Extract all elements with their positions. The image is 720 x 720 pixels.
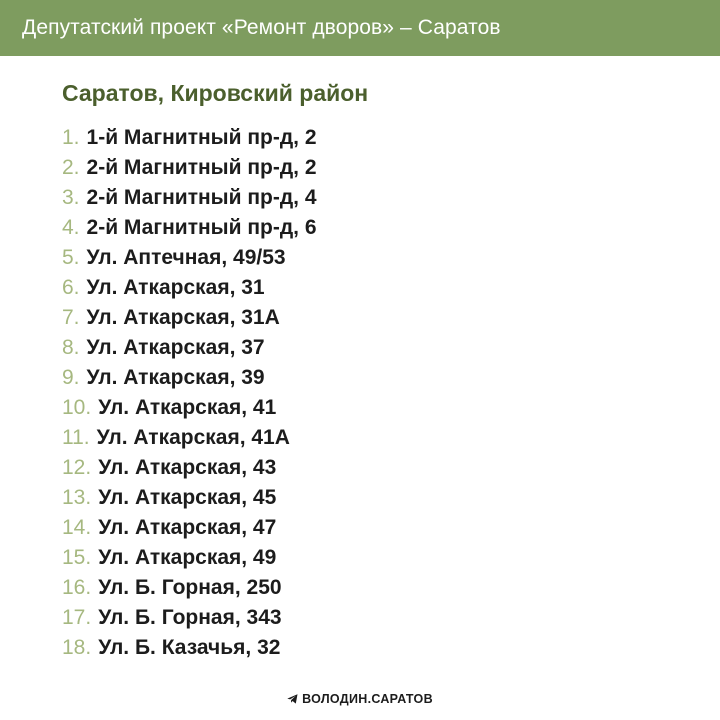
item-address: Ул. Аткарская, 31А bbox=[86, 306, 280, 329]
list-item bbox=[62, 183, 317, 213]
list-item bbox=[62, 363, 317, 393]
item-number: 1. bbox=[62, 126, 80, 149]
item-address: Ул. Аткарская, 39 bbox=[86, 366, 265, 389]
list-item bbox=[62, 483, 317, 513]
item-address: Ул. Аптечная, 49/53 bbox=[86, 246, 286, 269]
item-number: 10. bbox=[62, 396, 92, 419]
footer-brand bbox=[0, 692, 720, 706]
item-number: 14. bbox=[62, 516, 92, 539]
list-item bbox=[62, 573, 317, 603]
district-title: Саратов, Кировский район bbox=[62, 80, 369, 106]
item-address: 2-й Магнитный пр-д, 6 bbox=[86, 216, 317, 239]
item-address: Ул. Б. Горная, 343 bbox=[98, 606, 282, 629]
item-address: 2-й Магнитный пр-д, 2 bbox=[86, 156, 317, 179]
list-item bbox=[62, 423, 317, 453]
item-address: Ул. Аткарская, 37 bbox=[86, 336, 265, 359]
header-title: Депутатский проект «Ремонт дворов» – Саратов bbox=[22, 16, 501, 39]
footer-label: ВОЛОДИН.САРАТОВ bbox=[302, 692, 433, 706]
item-number: 8. bbox=[62, 336, 80, 359]
address-list bbox=[62, 123, 317, 663]
item-address: Ул. Б. Горная, 250 bbox=[98, 576, 282, 599]
item-number: 5. bbox=[62, 246, 80, 269]
item-address: Ул. Аткарская, 45 bbox=[98, 486, 277, 509]
item-address: Ул. Аткарская, 41 bbox=[98, 396, 277, 419]
list-item bbox=[62, 333, 317, 363]
item-address: Ул. Аткарская, 31 bbox=[86, 276, 265, 299]
list-item bbox=[62, 303, 317, 333]
list-item bbox=[62, 543, 317, 573]
list-item bbox=[62, 123, 317, 153]
item-number: 15. bbox=[62, 546, 92, 569]
item-address: Ул. Аткарская, 49 bbox=[98, 546, 277, 569]
list-item bbox=[62, 243, 317, 273]
list-item bbox=[62, 153, 317, 183]
item-address: Ул. Аткарская, 47 bbox=[98, 516, 277, 539]
item-address: 1-й Магнитный пр-д, 2 bbox=[86, 126, 317, 149]
item-number: 18. bbox=[62, 636, 92, 659]
item-number: 4. bbox=[62, 216, 80, 239]
item-number: 11. bbox=[62, 426, 90, 449]
list-item bbox=[62, 513, 317, 543]
item-number: 9. bbox=[62, 366, 80, 389]
item-address: 2-й Магнитный пр-д, 4 bbox=[86, 186, 317, 209]
item-number: 13. bbox=[62, 486, 92, 509]
list-item bbox=[62, 273, 317, 303]
item-address: Ул. Аткарская, 43 bbox=[98, 456, 277, 479]
item-number: 3. bbox=[62, 186, 80, 209]
item-number: 2. bbox=[62, 156, 80, 179]
item-number: 16. bbox=[62, 576, 92, 599]
item-address: Ул. Б. Казачья, 32 bbox=[98, 636, 281, 659]
header-bar bbox=[0, 0, 720, 56]
list-item bbox=[62, 603, 317, 633]
item-number: 17. bbox=[62, 606, 92, 629]
telegram-arrow-icon bbox=[287, 694, 298, 704]
item-number: 12. bbox=[62, 456, 92, 479]
list-item bbox=[62, 393, 317, 423]
item-number: 7. bbox=[62, 306, 80, 329]
list-item bbox=[62, 453, 317, 483]
list-item bbox=[62, 633, 317, 663]
item-number: 6. bbox=[62, 276, 80, 299]
list-item bbox=[62, 213, 317, 243]
item-address: Ул. Аткарская, 41А bbox=[96, 426, 290, 449]
